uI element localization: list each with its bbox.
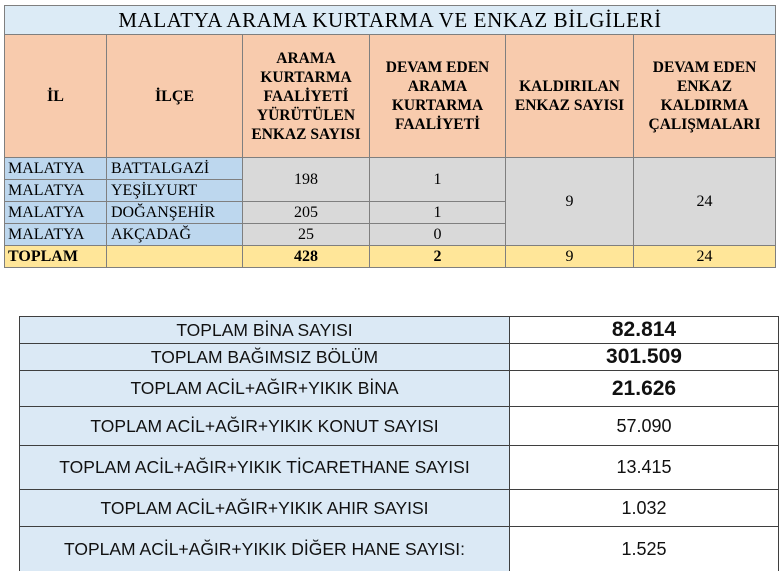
total-devam: 2	[370, 246, 506, 268]
cell-kaldirilan-enkaz: 9	[506, 158, 634, 246]
row-value: 1.525	[510, 527, 779, 571]
table-row	[20, 317, 779, 344]
building-damage-table	[19, 316, 779, 571]
row-label: TOPLAM BİNA SAYISI	[20, 317, 510, 344]
cell-il: MALATYA	[5, 180, 107, 202]
row-label: TOPLAM ACİL+AĞIR+YIKIK AHIR SAYISI	[20, 490, 510, 527]
cell-devam-battalgazi-yesilyurt: 1	[370, 158, 506, 202]
cell-arama-battalgazi-yesilyurt: 198	[243, 158, 370, 202]
header-ilce: İLÇE	[107, 35, 243, 158]
total-kaldirilan: 9	[506, 246, 634, 268]
cell-devam-dogansehir: 1	[370, 202, 506, 224]
total-arama: 428	[243, 246, 370, 268]
table-row	[20, 407, 779, 446]
row-value: 21.626	[510, 371, 779, 407]
header-devam-eden-arama: DEVAM EDEN ARAMA KURTARMA FAALİYETİ	[370, 35, 506, 158]
header-il: İL	[5, 35, 107, 158]
row-value: 57.090	[510, 407, 779, 446]
table-row	[20, 527, 779, 571]
row-label: TOPLAM BAĞIMSIZ BÖLÜM	[20, 344, 510, 371]
cell-ilce: AKÇADAĞ	[107, 224, 243, 246]
table-row	[20, 371, 779, 407]
table-row	[20, 344, 779, 371]
cell-il: MALATYA	[5, 224, 107, 246]
row-value: 13.415	[510, 446, 779, 490]
row-value: 301.509	[510, 344, 779, 371]
cell-devam-akcadag: 0	[370, 224, 506, 246]
cell-devam-eden-enkaz: 24	[634, 158, 776, 246]
total-devam-enkaz: 24	[634, 246, 776, 268]
header-devam-eden-enkaz: DEVAM EDEN ENKAZ KALDIRMA ÇALIŞMALARI	[634, 35, 776, 158]
cell-arama-dogansehir: 205	[243, 202, 370, 224]
search-rescue-table	[4, 5, 776, 268]
cell-ilce: YEŞİLYURT	[107, 180, 243, 202]
row-value: 1.032	[510, 490, 779, 527]
cell-arama-akcadag: 25	[243, 224, 370, 246]
header-arama-kurtarma-yurutulen: ARAMA KURTARMA FAALİYETİ YÜRÜTÜLEN ENKAZ SAYISI	[243, 35, 370, 158]
row-label: TOPLAM ACİL+AĞIR+YIKIK DİĞER HANE SAYISI:	[20, 527, 510, 571]
row-label: TOPLAM ACİL+AĞIR+YIKIK BİNA	[20, 371, 510, 407]
total-row	[5, 246, 776, 268]
total-label: TOPLAM	[5, 246, 107, 268]
row-label: TOPLAM ACİL+AĞIR+YIKIK KONUT SAYISI	[20, 407, 510, 446]
cell-il: MALATYA	[5, 202, 107, 224]
table-row	[20, 446, 779, 490]
row-value: 82.814	[510, 317, 779, 344]
header-kaldirilan-enkaz: KALDIRILAN ENKAZ SAYISI	[506, 35, 634, 158]
row-label: TOPLAM ACİL+AĞIR+YIKIK TİCARETHANE SAYISI	[20, 446, 510, 490]
table-row	[20, 490, 779, 527]
table-row	[5, 158, 776, 180]
cell-ilce: DOĞANŞEHİR	[107, 202, 243, 224]
cell-ilce: BATTALGAZİ	[107, 158, 243, 180]
total-ilce	[107, 246, 243, 268]
table-title: MALATYA ARAMA KURTARMA VE ENKAZ BİLGİLERİ	[5, 6, 776, 35]
cell-il: MALATYA	[5, 158, 107, 180]
